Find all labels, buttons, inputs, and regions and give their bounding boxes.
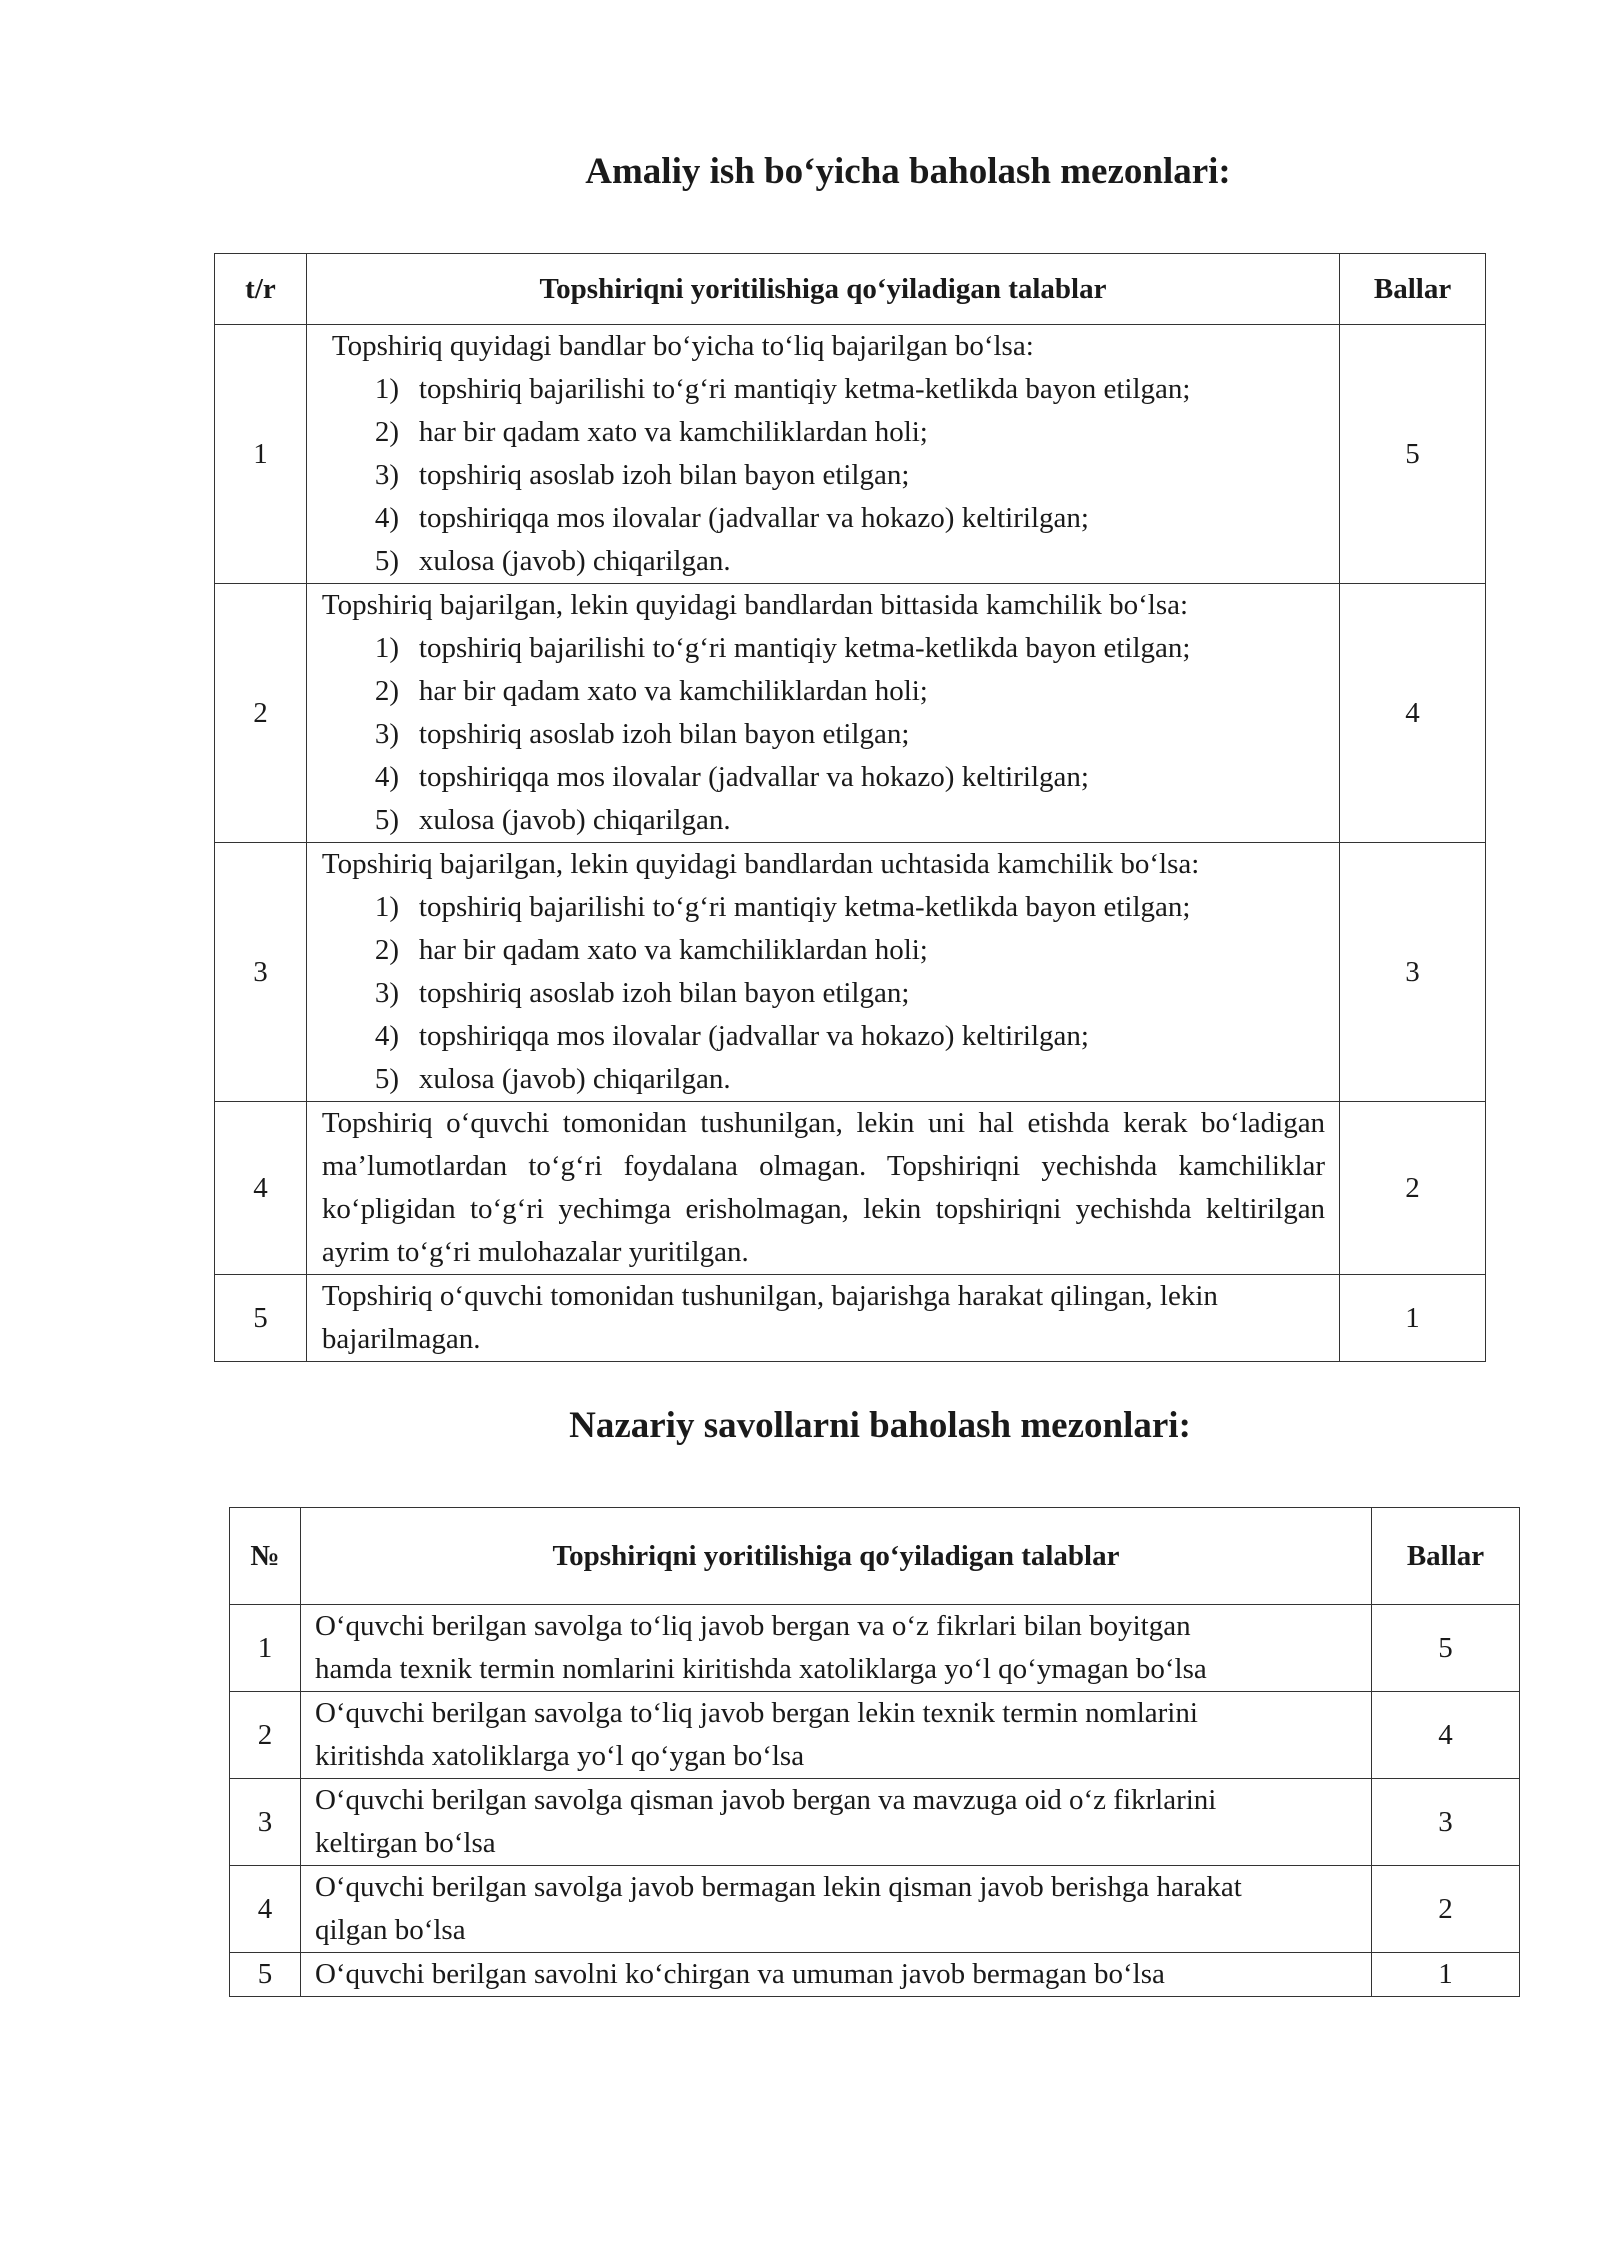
list-item: 3) topshiriq asoslab izoh bilan bayon etilgan;: [374, 459, 910, 491]
row-intro: Topshiriq quyidagi bandlar bo‘yicha to‘liq bajarilgan bo‘lsa:: [331, 330, 1034, 362]
row-number: 4: [215, 1102, 307, 1275]
list-item: 4) topshiriqqa mos ilovalar (jadvallar va hokazo) keltirilgan;: [374, 1020, 1089, 1052]
row-intro: Topshiriq bajarilgan, lekin quyidagi bandlardan bittasida kamchilik bo‘lsa:: [321, 589, 1189, 621]
row-points: 1: [1372, 1953, 1520, 1997]
list-item: 4) topshiriqqa mos ilovalar (jadvallar va hokazo) keltirilgan;: [374, 502, 1089, 534]
row-number: 1: [230, 1605, 301, 1692]
criteria-list: [322, 368, 1325, 583]
row-points: 2: [1372, 1866, 1520, 1953]
list-item: 3) topshiriq asoslab izoh bilan bayon etilgan;: [374, 977, 910, 1009]
criteria-list: [322, 886, 1325, 1101]
table-header-row: [215, 254, 1486, 325]
table-row: [230, 1866, 1520, 1953]
column-header-requirements: Topshiriqni yoritilishiga qo‘yiladigan talablar: [306, 254, 1339, 325]
theory-criteria-table: [229, 1507, 1520, 1997]
row-requirements: Topshiriq o‘quvchi tomonidan tushunilgan, lekin uni hal etishda kerak bo‘ladigan ma’lumotlardan to‘g‘ri foydalana olmagan. Topshiriqni yechishda kamchiliklar ko‘pligidan to‘g‘ri yechimga erisholmagan, lekin topshiriqni yechishda keltirilgan ayrim to‘g‘ri mulohazalar yuritilgan.: [306, 1102, 1339, 1275]
row-points: 3: [1372, 1779, 1520, 1866]
row-number: 3: [230, 1779, 301, 1866]
column-header-points: Ballar: [1372, 1508, 1520, 1605]
row-requirements: O‘quvchi berilgan savolga to‘liq javob bergan lekin texnik termin nomlarini kiritishda xatoliklarga yo‘l qo‘ygan bo‘lsa: [300, 1692, 1371, 1779]
list-item: 1) topshiriq bajarilishi to‘g‘ri mantiqiy ketma-ketlikda bayon etilgan;: [374, 373, 1191, 405]
column-header-points: Ballar: [1340, 254, 1486, 325]
row-number: 2: [230, 1692, 301, 1779]
row-requirements: O‘quvchi berilgan savolni ko‘chirgan va umuman javob bermagan bo‘lsa: [300, 1953, 1371, 1997]
row-requirements: O‘quvchi berilgan savolga to‘liq javob bergan va o‘z fikrlari bilan boyitgan hamda texnik termin nomlarini kiritishda xatoliklarga yo‘l qo‘ymagan bo‘lsa: [300, 1605, 1371, 1692]
row-points: 3: [1340, 843, 1486, 1102]
row-requirements: Topshiriq o‘quvchi tomonidan tushunilgan, bajarishga harakat qilingan, lekin bajarilmagan.: [306, 1275, 1339, 1362]
table-row: [230, 1953, 1520, 1997]
row-requirements: [306, 843, 1339, 1102]
list-item: 3) topshiriq asoslab izoh bilan bayon etilgan;: [374, 718, 910, 750]
column-header-number: t/r: [215, 254, 307, 325]
list-item: 4) topshiriqqa mos ilovalar (jadvallar va hokazo) keltirilgan;: [374, 761, 1089, 793]
row-intro: Topshiriq bajarilgan, lekin quyidagi bandlardan uchtasida kamchilik bo‘lsa:: [321, 848, 1200, 880]
row-number: 4: [230, 1866, 301, 1953]
row-points: 2: [1340, 1102, 1486, 1275]
list-item: 5) xulosa (javob) chiqarilgan.: [374, 545, 731, 577]
row-requirements: O‘quvchi berilgan savolga qisman javob bergan va mavzuga oid o‘z fikrlarini keltirgan bo‘lsa: [300, 1779, 1371, 1866]
list-item: 1) topshiriq bajarilishi to‘g‘ri mantiqiy ketma-ketlikda bayon etilgan;: [374, 632, 1191, 664]
row-points: 1: [1340, 1275, 1486, 1362]
column-header-requirements: Topshiriqni yoritilishiga qo‘yiladigan talablar: [300, 1508, 1371, 1605]
row-requirements: O‘quvchi berilgan savolga javob bermagan lekin qisman javob berishga harakat qilgan bo‘lsa: [300, 1866, 1371, 1953]
row-number: 5: [230, 1953, 301, 1997]
section1-title: Amaliy ish bo‘yicha baholash mezonlari:: [585, 151, 1231, 192]
row-number: 1: [215, 325, 307, 584]
table-row: [215, 584, 1486, 843]
list-item: 2) har bir qadam xato va kamchiliklardan holi;: [374, 416, 928, 448]
table-row: [215, 1275, 1486, 1362]
row-requirements: [306, 584, 1339, 843]
row-number: 3: [215, 843, 307, 1102]
list-item: 2) har bir qadam xato va kamchiliklardan holi;: [374, 675, 928, 707]
table-header-row: [230, 1508, 1520, 1605]
list-item: 5) xulosa (javob) chiqarilgan.: [374, 804, 731, 836]
table-row: [215, 325, 1486, 584]
table-row: [215, 843, 1486, 1102]
section2-title: Nazariy savollarni baholash mezonlari:: [569, 1405, 1191, 1446]
row-points: 4: [1340, 584, 1486, 843]
criteria-list: [322, 627, 1325, 842]
row-number: 5: [215, 1275, 307, 1362]
practical-criteria-table: [214, 253, 1486, 1362]
table-row: [230, 1692, 1520, 1779]
column-header-number: №: [230, 1508, 301, 1605]
row-points: 5: [1340, 325, 1486, 584]
row-points: 5: [1372, 1605, 1520, 1692]
list-item: 2) har bir qadam xato va kamchiliklardan holi;: [374, 934, 928, 966]
table-row: [230, 1605, 1520, 1692]
list-item: 1) topshiriq bajarilishi to‘g‘ri mantiqiy ketma-ketlikda bayon etilgan;: [374, 891, 1191, 923]
row-requirements: [306, 325, 1339, 584]
list-item: 5) xulosa (javob) chiqarilgan.: [374, 1063, 731, 1095]
row-points: 4: [1372, 1692, 1520, 1779]
table-row: [230, 1779, 1520, 1866]
row-number: 2: [215, 584, 307, 843]
table-row: [215, 1102, 1486, 1275]
